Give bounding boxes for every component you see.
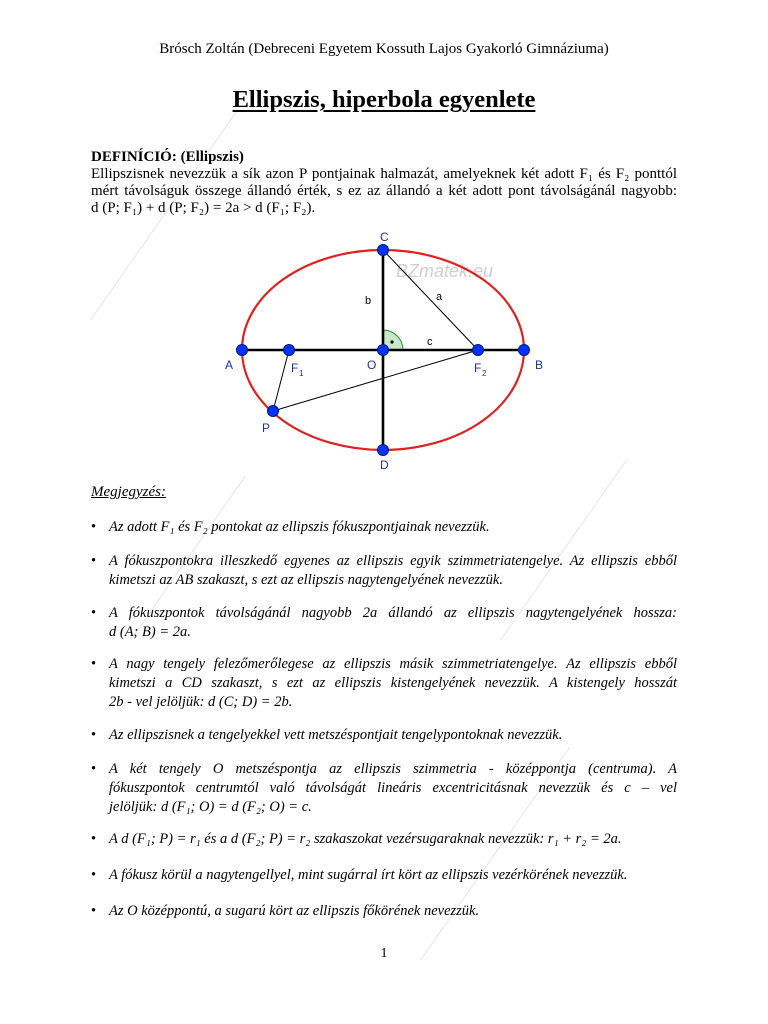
definition-formula: d (P; F₁) + d (P; F₂) = 2a > d (F₁; F₂). [91, 200, 316, 216]
list-item-text: Az O középpontú, a sugarú kört az ellipszis főkörének nevezzük. [109, 903, 480, 919]
list-item-text: kimetszi a CD szakaszt, s ezt az ellipszis kistengelyének nevezzük. A kistengely hosszát [109, 675, 677, 691]
document-title: Ellipszis, hiperbola egyenlete [232, 86, 536, 113]
point-D [378, 445, 389, 456]
point-A [237, 345, 248, 356]
point-C [378, 245, 389, 256]
bullet-dot: • [91, 831, 97, 847]
bullet-dot: • [91, 761, 97, 777]
note-heading: Megjegyzés: [91, 484, 166, 500]
point-O [378, 345, 389, 356]
point-B [519, 345, 530, 356]
definition-text [91, 166, 677, 217]
label-F1-sub: 1 [299, 369, 304, 378]
diagram-watermark: BZmatek.eu [396, 261, 494, 281]
list-item-text: fókuszpontok centrumtól való távolságát lineáris excentricitásnak nevezzük és c – vel [109, 780, 677, 796]
label-F2: F [474, 361, 482, 375]
label-F2-sub: 2 [482, 369, 487, 378]
bullet-dot: • [91, 519, 97, 535]
label-D: D [380, 458, 389, 472]
list-item-text: Az adott F₁ és F₂ pontokat az ellipszis fókuszpontjainak nevezzük. [109, 519, 490, 535]
list-item-text: A fókuszpontok távolságánál nagyobb 2a állandó az ellipszis nagytengelyének hossza: [109, 605, 677, 621]
ellipse-diagram [200, 220, 570, 480]
bullet-dot: • [91, 656, 97, 672]
list-item-text: A két tengely O metszéspontja az ellipszis szimmetria - középpontja (centruma). A [109, 761, 677, 777]
point-P [268, 406, 279, 417]
definition-heading: DEFINÍCIÓ: (Ellipszis) [91, 149, 244, 165]
definition-line: Ellipszisnek nevezzük a sík azon P pontjainak halmazát, amelyeknek két adott F₁ és F₂ ponttól [91, 166, 677, 182]
page-number: 1 [380, 946, 388, 961]
label-B: B [535, 358, 544, 372]
list-item-text: A d (F₁; P) = r₁ és a d (F₂; P) = r₂ szakaszokat vezérsugaraknak nevezzük: r₁ + r₂ = 2a. [109, 831, 622, 847]
list-item-text: 2b - vel jelöljük: d (C; D) = 2b. [109, 694, 293, 710]
label-C: C [380, 230, 389, 244]
label-b: b [365, 295, 372, 307]
point-F1 [284, 345, 295, 356]
bullet-dot: • [91, 903, 97, 919]
definition-line: mért távolságuk összege állandó érték, s ez az állandó a két adott pont távolságánál nagyobb: [91, 183, 677, 199]
page-header: Brósch Zoltán (Debreceni Egyetem Kossuth Lajos Gyakorló Gimnáziuma) [159, 41, 609, 57]
label-c: c [427, 336, 433, 348]
label-O: O [367, 358, 377, 372]
list-item-text: kimetszi az AB szakaszt, s ezt az ellipszis nagytengelyének nevezzük. [109, 572, 503, 588]
list-item-text: A fókuszpontokra illeszkedő egyenes az ellipszis egyik szimmetriatengelye. Az ellipszis ebből [109, 553, 677, 569]
list-item-text: jelöljük: d (F₁; O) = d (F₂; O) = c. [109, 799, 312, 815]
point-F2 [473, 345, 484, 356]
label-a: a [436, 291, 443, 303]
list-item-text: d (A; B) = 2a. [109, 624, 191, 640]
label-A: A [225, 358, 234, 372]
bullet-dot: • [91, 553, 97, 569]
focal-radius-1 [273, 350, 289, 411]
label-P: P [262, 421, 271, 435]
list-item-text: Az ellipszisnek a tengelyekkel vett metszéspontjait tengelypontoknak nevezzük. [109, 727, 563, 743]
bullet-dot: • [91, 727, 97, 743]
list-item-text: A fókusz körül a nagytengellyel, mint sugárral írt kört az ellipszis vezérkörének nevezzük. [109, 867, 628, 883]
bullet-dot: • [91, 867, 97, 883]
list-item-text: A nagy tengely felezőmerőlegese az ellipszis másik szimmetriatengelye. Az ellipszis ebből [109, 656, 677, 672]
right-angle-dot [390, 340, 393, 343]
bullet-dot: • [91, 605, 97, 621]
label-F1: F [291, 361, 299, 375]
